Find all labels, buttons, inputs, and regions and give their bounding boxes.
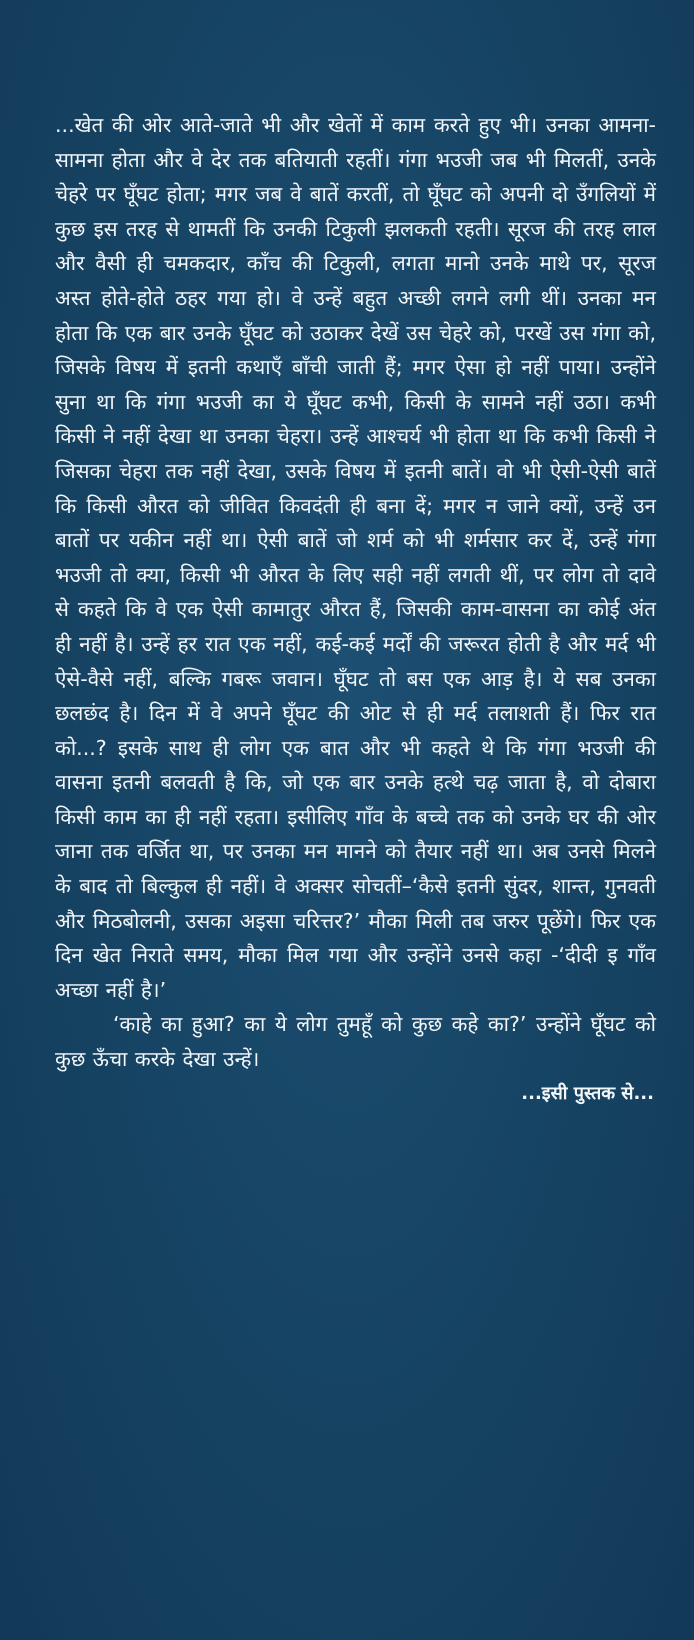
excerpt-paragraph: ...खेत की ओर आते-जाते भी और खेतों में काम करते हुए भी। उनका आमना-सामना होता और वे देर तक बतियाती रहतीं। गंगा भउजी जब भी मिलतीं, उनके चेहरे पर घूँघट होता; मगर जब वे बातें करतीं, तो घूँघट को अपनी दो उँगलियों में कुछ इस तरह से थामतीं कि उनकी टिकुली झलकती रहती। सूरज की तरह लाल और वैसी ही चमकदार, काँच की टिकुली, लगता मानो उनके माथे पर, सूरज अस्त होते-होते ठहर गया हो। वे उन्हें बहुत अच्छी लगने लगी थीं। उनका मन होता कि एक बार उनके घूँघट को उठाकर देखें उस चेहरे को, परखें उस गंगा को, जिसके विषय में इतनी कथाएँ बाँची जाती हैं; मगर ऐसा हो नहीं पाया। उन्होंने सुना था कि गंगा भउजी का ये घूँघट कभी, किसी के सामने नहीं उठा। कभी किसी ने नहीं देखा था उनका चेहरा। उन्हें आश्चर्य भी होता था कि कभी किसी ने जिसका चेहरा तक नहीं देखा, उसके विषय में इतनी बातें। वो भी ऐसी-ऐसी बातें कि किसी औरत को जीवित किवदंती ही बना दें; मगर न जाने क्यों, उन्हें उन बातों पर यकीन नहीं था। ऐसी बातें जो शर्म को भी शर्मसार कर दें, उन्हें गंगा भउजी तो क्या, किसी भी औरत के लिए सही नहीं लगती थीं, पर लोग तो दावे से कहते कि वे एक ऐसी कामातुर औरत हैं, जिसकी काम-वासना का कोई अंत ही नहीं है। उन्हें हर रात एक नहीं, कई-कई मर्दों की जरूरत होती है और मर्द भी ऐसे-वैसे नहीं, बल्कि गबरू जवान। घूँघट तो बस एक आड़ है। ये सब उनका छलछंद है। दिन में वे अपने घूँघट की ओट से ही मर्द तलाशती हैं। फिर रात को...? इसके साथ ही लोग एक बात और भी कहते थे कि गंगा भउजी की वासना इतनी बलवती है कि, जो एक बार उनके हत्थे चढ़ जाता है, वो दोबारा किसी काम का ही नहीं रहता। इसीलिए गाँव के बच्चे तक को उनके घर की ओर जाना तक वर्जित था, पर उनका मन मानने को तैयार नहीं था। अब उनसे मिलने के बाद तो बिल्कुल ही नहीं। वे अक्सर सोचतीं–‘कैसे इतनी सुंदर, शान्त, गुनवती और मिठबोलनी, उसका अइसा चरित्तर?’ मौका मिली तब जरुर पूछेंगे। फिर एक दिन खेत निराते समय, मौका मिल गया और उन्होंने उनसे कहा -‘दीदी इ गाँव अच्छा नहीं है।’	[55, 113, 656, 1002]
source-credit: ...इसी पुस्तक से...	[521, 1082, 654, 1104]
excerpt-passage	[55, 108, 656, 1077]
excerpt-paragraph: ‘काहे का हुआ? का ये लोग तुमहूँ को कुछ कहे का?’ उन्होंने घूँघट को कुछ ऊँचा करके देखा उन्हें।	[55, 1012, 656, 1072]
